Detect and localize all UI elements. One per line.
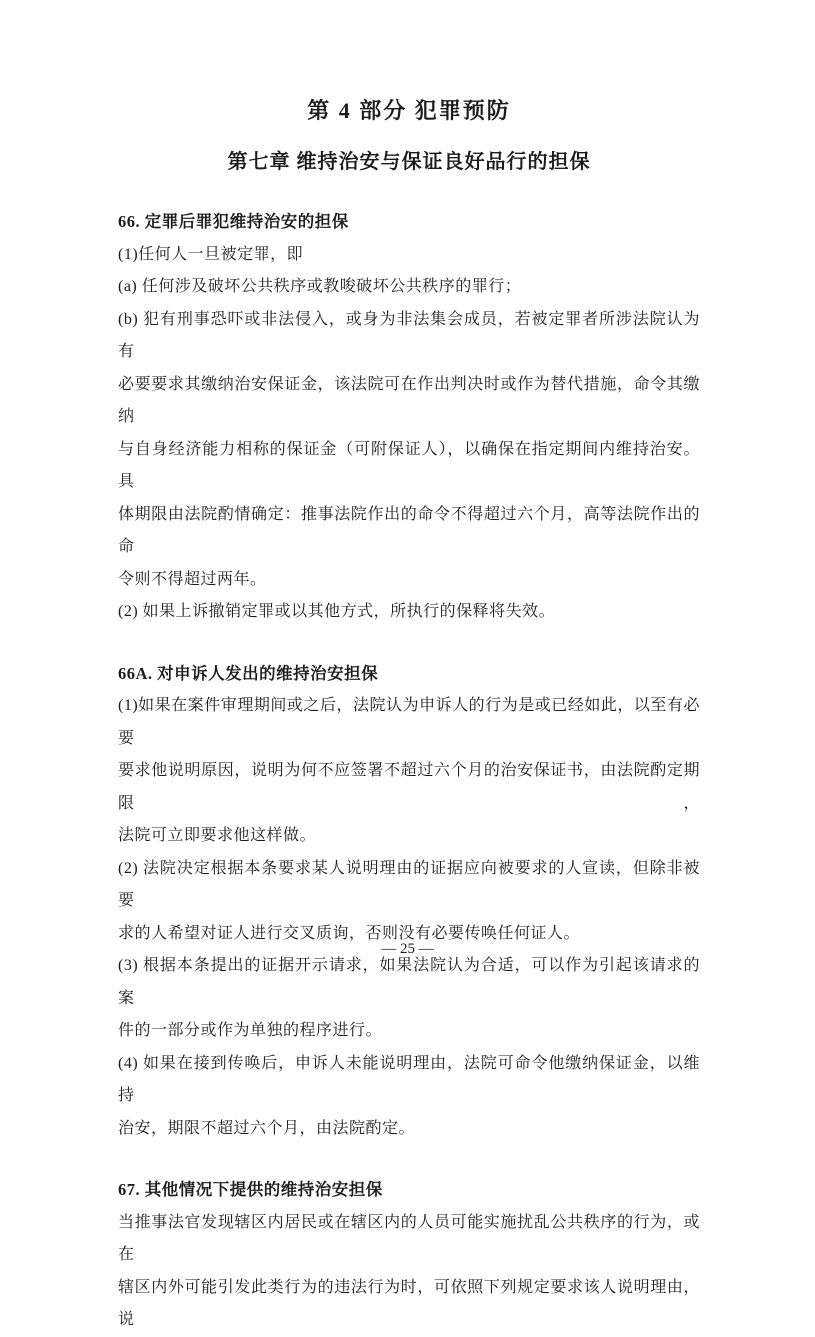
text-line: 件的一部分或作为单独的程序进行。 — [118, 1022, 383, 1039]
chapter-title: 第七章 维持治安与保证良好品行的担保 — [227, 151, 591, 173]
text-line: 法院可立即要求他这样做。 — [118, 827, 317, 844]
section-66-body — [118, 239, 700, 629]
text-line: (b) 犯有刑事恐吓或非法侵入，或身为非法集会成员，若被定罪者所涉法院认为有 — [118, 310, 700, 360]
text-line: 令则不得超过两年。 — [118, 570, 267, 588]
section-66-heading: 66. 定罪后罪犯维持治安的担保 — [118, 212, 349, 231]
section-66a-heading: 66A. 对申诉人发出的维持治安担保 — [118, 663, 379, 683]
text-line: 体期限由法院酌情确定：推事法院作出的命令不得超过六个月，高等法院作出的命 — [118, 505, 700, 555]
text-line: 求的人希望对证人进行交叉质询，否则没有必要传唤任何证人。 — [118, 924, 581, 942]
text-line: (3) 根据本条提出的证据开示请求，如果法院认为合适，可以作为引起该请求的案 — [118, 957, 700, 1007]
section-67 — [118, 1174, 700, 1337]
text-line: (a) 任何涉及破坏公共秩序或教唆破坏公共秩序的罪行； — [118, 278, 522, 295]
text-line: 必要要求其缴纳治安保证金，该法院可在作出判决时或作为替代措施，命令其缴纳 — [118, 375, 700, 425]
text-line: 当推事法官发现辖区内居民或在辖区内的人员可能实施扰乱公共秩序的行为，或在 — [118, 1213, 700, 1263]
section-66a-body — [118, 690, 700, 1145]
text-line: 要求他说明原因，说明为何不应签署不超过六个月的治安保证书，由法院酌定期限， — [118, 762, 700, 812]
text-line: (1)任何人一旦被定罪，即 — [118, 245, 304, 263]
section-67-body — [118, 1207, 700, 1337]
text-line: (4) 如果在接到传唤后，申诉人未能说明理由，法院可命令他缴纳保证金，以维持 — [118, 1054, 700, 1104]
text-line: 治安，期限不超过六个月，由法院酌定。 — [118, 1119, 416, 1137]
section-67-heading: 67. 其他情况下提供的维持治安担保 — [118, 1180, 383, 1199]
text-line: 与自身经济能力相称的保证金（可附保证人），以确保在指定期间内维持治安。具 — [118, 440, 700, 490]
text-line: (2) 如果上诉撤销定罪或以其他方式，所执行的保释将失效。 — [118, 603, 556, 620]
text-line: (1)如果在案件审理期间或之后，法院认为申诉人的行为是或已经如此，以至有必要 — [118, 697, 700, 747]
section-66a — [118, 658, 700, 1146]
document-page — [118, 0, 700, 1337]
section-66 — [118, 206, 700, 629]
page-number: — 25 — — [381, 941, 434, 957]
part-title: 第 4 部分 犯罪预防 — [307, 98, 511, 123]
text-line: 辖区内外可能引发此类行为的违法行为时，可依照下列规定要求该人说明理由，说 — [118, 1278, 700, 1328]
text-line: (2) 法院决定根据本条要求某人说明理由的证据应向被要求的人宣读，但除非被要 — [118, 859, 700, 909]
